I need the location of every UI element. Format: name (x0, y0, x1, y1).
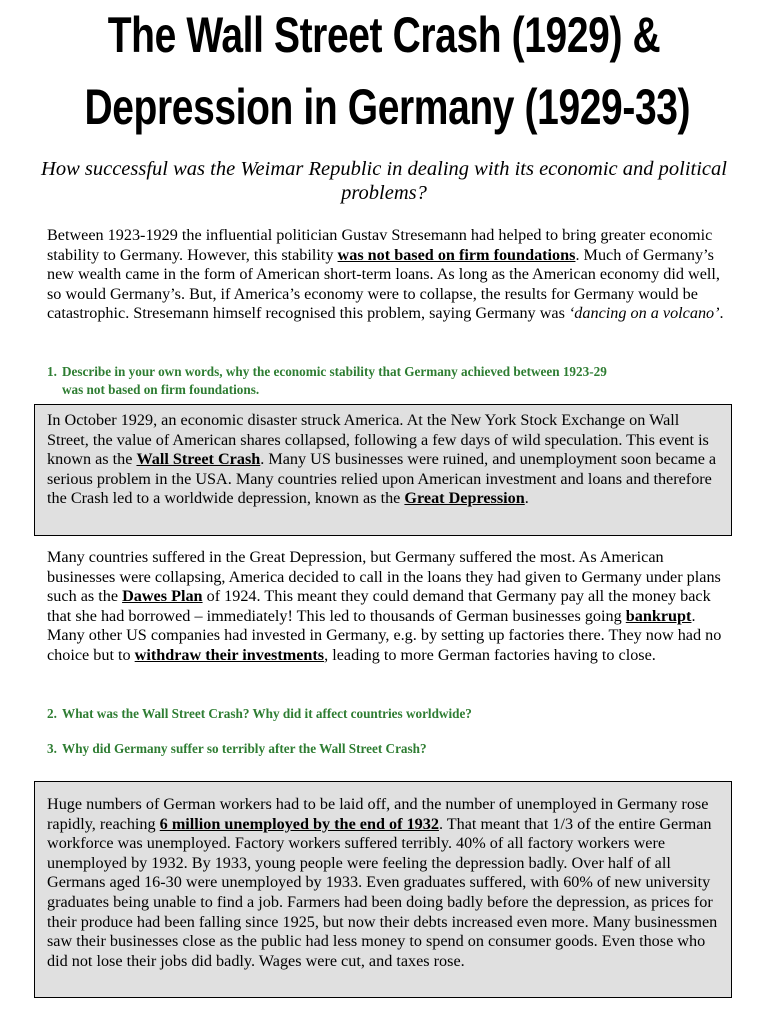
subtitle: How successful was the Weimar Republic in dealing with its economic and political problems? (41, 158, 727, 204)
question-3 (47, 740, 737, 758)
question-1 (47, 363, 737, 398)
intro-paragraph (47, 226, 727, 324)
question-2-text: What was the Wall Street Crash? Why did it affect countries worldwide? (62, 706, 472, 721)
question-2 (47, 705, 737, 723)
box1-text-2: . Many US businesses were ruined, and unemployment soon became a serious problem in the USA. Many countries relied upon American investment and loans and therefore the Crash led to a worldwide depression, known as the (47, 450, 717, 508)
para2-text-2: of 1924. This meant they could demand that Germany pay all the money back that she had borrowed – immediately! This led to thousands of German businesses going (47, 587, 711, 625)
intro-text-3: . (719, 304, 724, 323)
intro-text-1: Between 1923-1929 the influential politician Gustav Stresemann had helped to bring greater economic stability to Germany. However, this stability (47, 226, 713, 264)
germany-paragraph (47, 548, 727, 666)
para2-text-3: . Many other US companies had invested in Germany, e.g. by setting up factories there. They now had no choice but to (47, 606, 722, 664)
question-2-number: 2. (47, 706, 57, 721)
box2-text-1: Huge numbers of German workers had to be laid off, and the number of unemployed in Germany rose rapidly, reaching (47, 795, 709, 833)
para2-term-bankrupt: bankrupt (625, 606, 692, 625)
page-title-line1: The Wall Street Crash (1929) & (107, 7, 661, 63)
box1-text-3: . (524, 489, 529, 508)
page-title-line2: Depression in Germany (1929-33) (84, 79, 691, 135)
para2-text-4: , leading to more German factories having to close. (324, 645, 656, 664)
unemployment-box (34, 781, 732, 998)
para2-term-dawes-plan: Dawes Plan (122, 587, 203, 606)
box2-text-2: . That meant that 1/3 of the entire German workforce was unemployed. Factory workers suffered terribly. 40% of all factory workers were unemployed by 1932. By 1933, young people were feeling the depression badly. Over half of all Germans aged 16-30 were unemployed by 1933. Even graduates suffered, with 60% of new university graduates being unable to find a job. Farmers had been doing badly before the depression, as prices for their produce had been falling since 1925, but now their debts increased even more. Many businessmen saw their businesses close as the public had less money to spend on consumer goods. Even those who did not lose their jobs did badly. Wages were cut, and taxes rose. (47, 814, 718, 970)
question-1-number: 1. (47, 364, 57, 379)
para2-text-1: Many countries suffered in the Great Depression, but Germany suffered the most. As American businesses were collapsing, America decided to call in the loans they had given to Germany under plans such as the (47, 548, 721, 606)
wall-street-crash-box (34, 404, 732, 536)
question-3-number: 3. (47, 741, 57, 756)
box1-term-wall-street-crash: Wall Street Crash (136, 450, 261, 469)
intro-text-2: . Much of Germany’s new wealth came in the form of American short-term loans. As long as the American economy did well, so would Germany’s. But, if America’s economy were to collapse, the results for Germany would be catastrophic. Stresemann himself recognised this problem, saying Germany was (47, 245, 720, 323)
box2-paragraph (35, 795, 721, 971)
para2-term-withdraw-investments: withdraw their investments (134, 645, 325, 664)
box1-paragraph (35, 411, 721, 509)
intro-quote: ‘dancing on a volcano’ (568, 304, 720, 323)
box1-term-great-depression: Great Depression (404, 489, 525, 508)
box1-text-1: In October 1929, an economic disaster struck America. At the New York Stock Exchange on Wall Street, the value of American shares collapsed, following a few days of wild speculation. This event is known as the (47, 411, 709, 469)
question-1-line2: was not based on firm foundations. (62, 381, 260, 397)
question-3-text: Why did Germany suffer so terribly after the Wall Street Crash? (62, 741, 427, 756)
question-1-line1: Describe in your own words, why the economic stability that Germany achieved between 1923-29 (62, 364, 607, 379)
box2-term-six-million: 6 million unemployed by the end of 1932 (159, 814, 439, 833)
intro-emphasis-firm-foundations: was not based on firm foundations (337, 245, 576, 264)
